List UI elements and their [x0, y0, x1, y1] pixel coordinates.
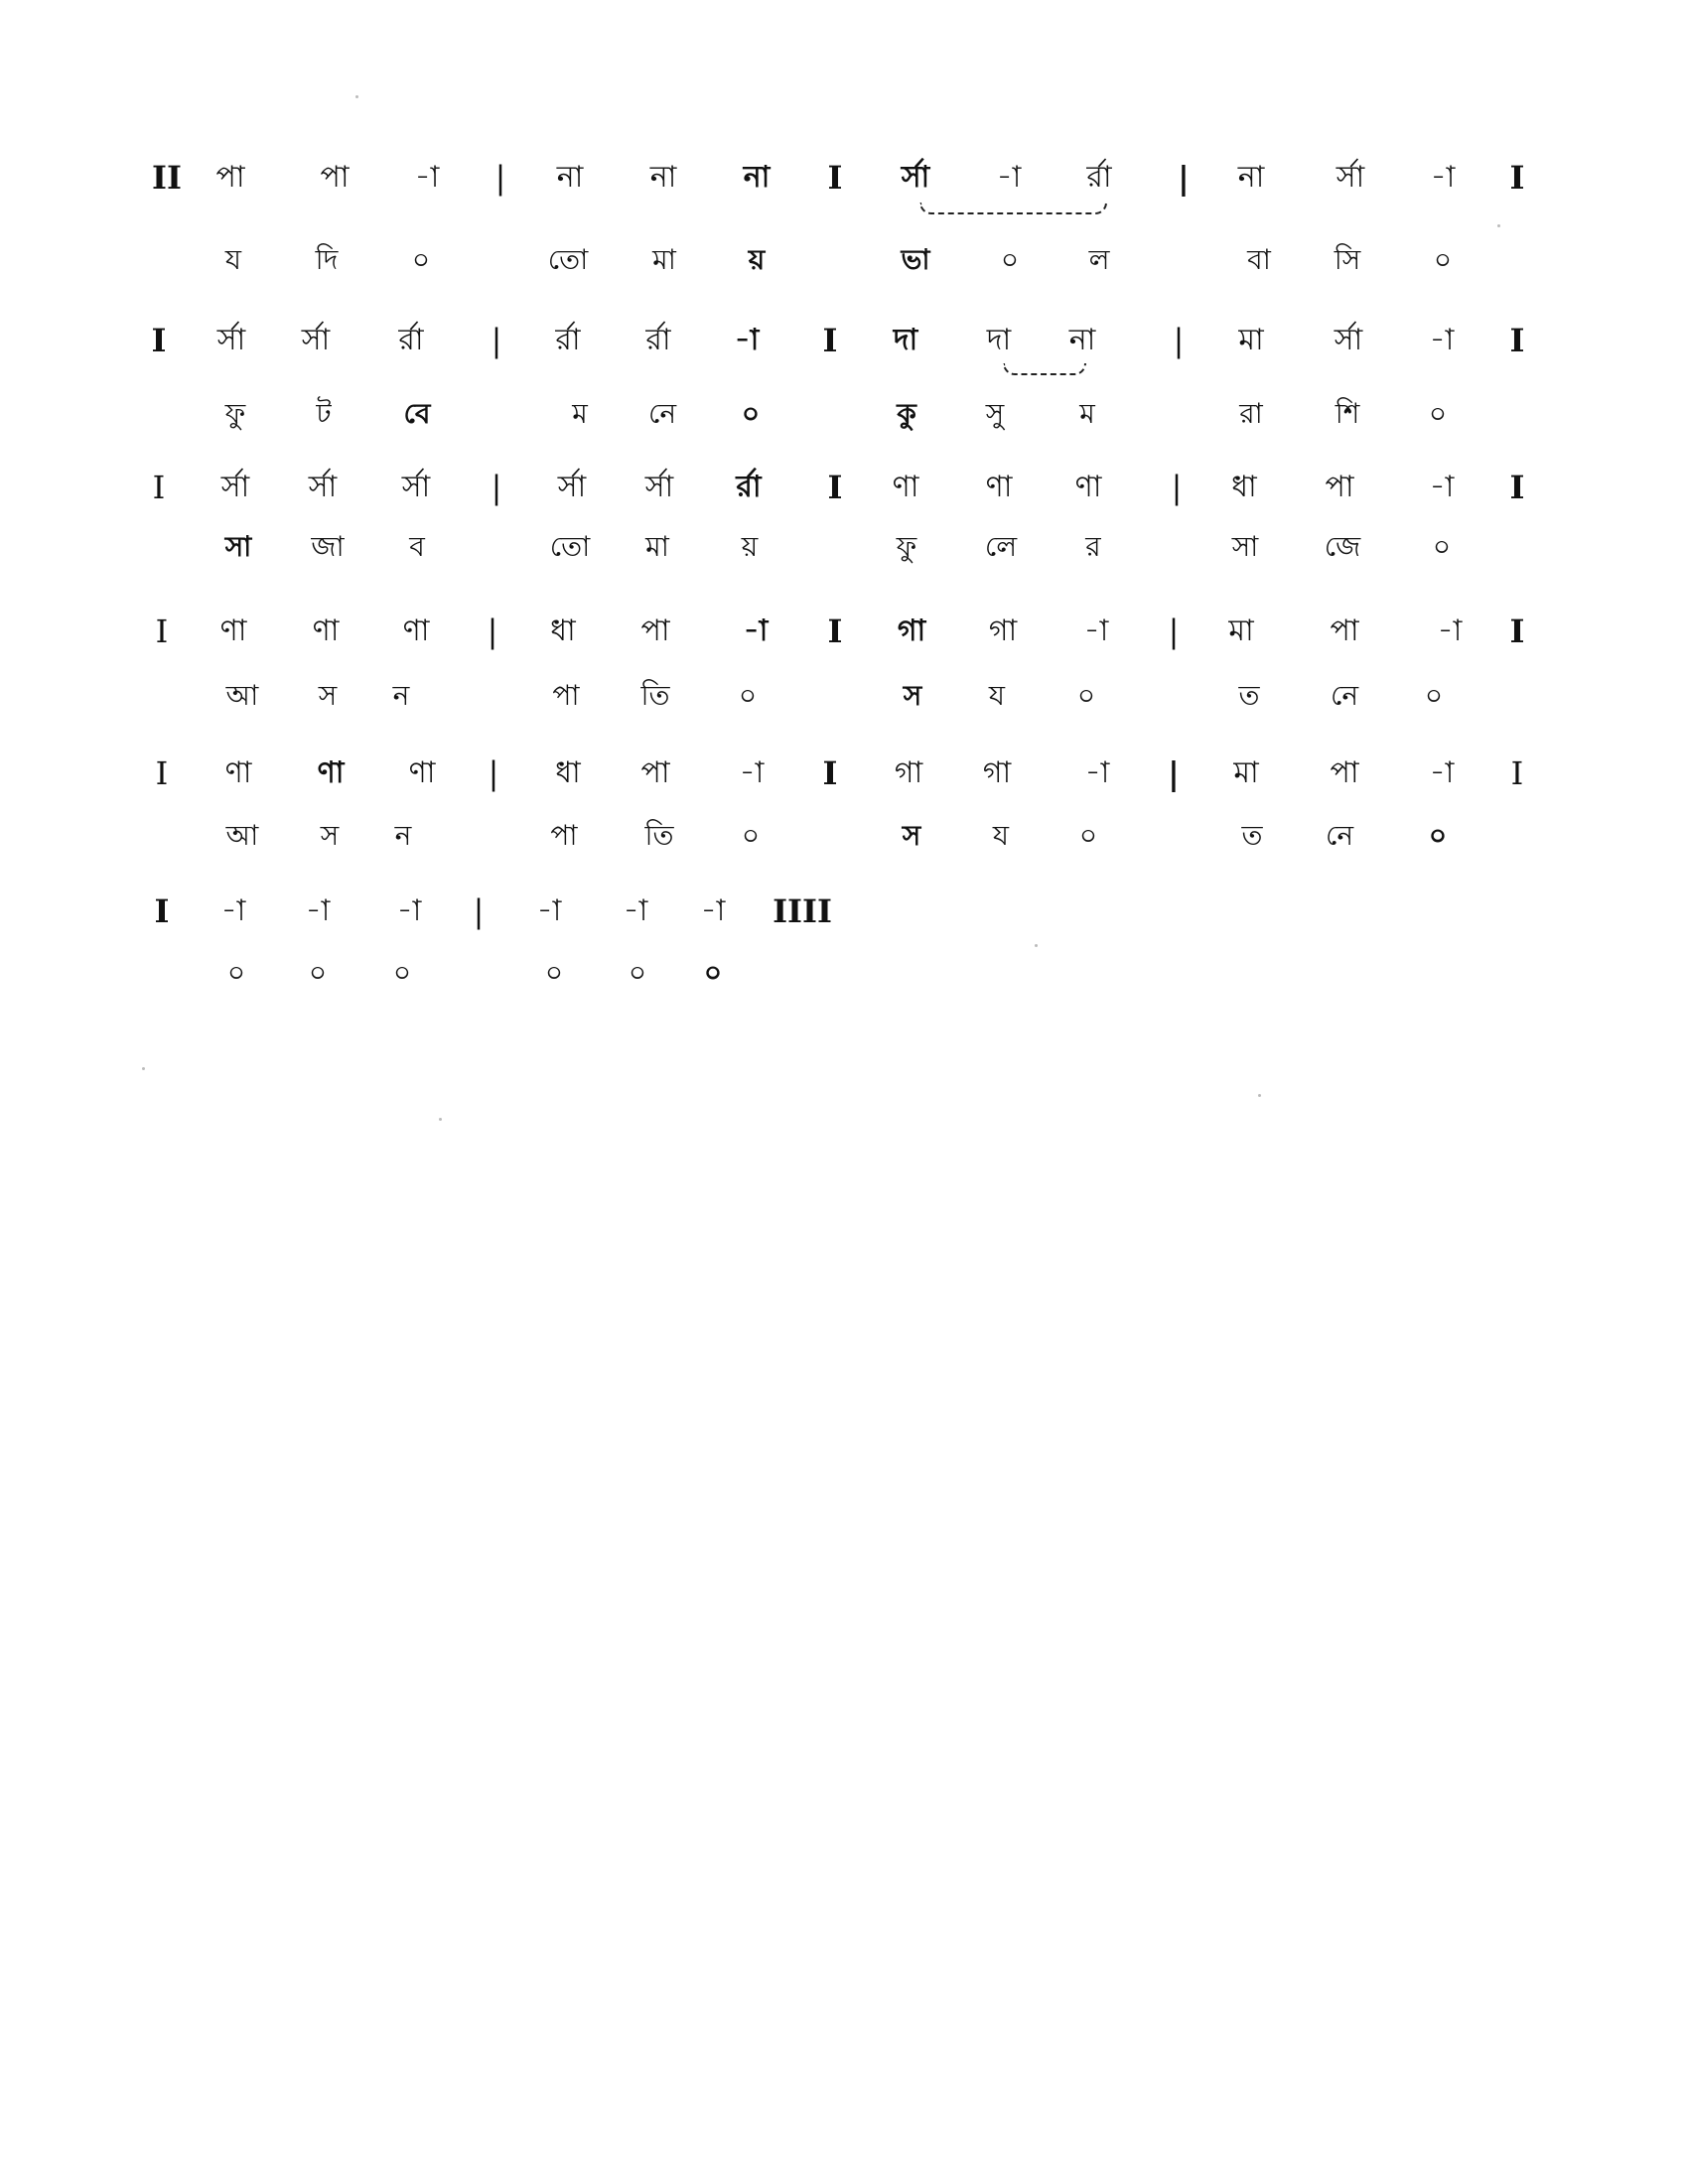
measure-bar: I	[152, 469, 166, 506]
lyric-syllable: ট	[316, 397, 332, 430]
note: র্রা	[645, 323, 671, 357]
lyric-syllable: পা	[552, 679, 580, 712]
note: র্রা	[736, 470, 762, 504]
note: র্সা	[901, 160, 930, 195]
lyric-syllable: তো	[547, 243, 589, 276]
lyric-syllable: স	[902, 819, 921, 852]
lyric-syllable: ০	[308, 956, 328, 989]
note: ণা	[317, 755, 345, 790]
lyric-syllable: য	[988, 679, 1006, 712]
lyric-syllable: ০	[1424, 679, 1444, 712]
lyric-syllable: ০	[544, 956, 564, 989]
lyric-row-6	[0, 948, 1688, 998]
measure-bar-end: I	[1509, 159, 1525, 197]
beat-divider: |	[1173, 322, 1185, 359]
note: পা	[320, 160, 350, 195]
lyric-syllable: তো	[549, 530, 591, 563]
notation-row-6	[0, 887, 1688, 936]
lyric-syllable: ত	[1241, 819, 1263, 852]
measure-bar-end: I	[1509, 322, 1525, 359]
note: গা	[982, 755, 1012, 790]
notation-row-4	[0, 607, 1688, 656]
lyric-syllable: জে	[1324, 530, 1361, 563]
lyric-syllable: ০	[1078, 819, 1098, 852]
lyric-syllable: ভা	[901, 243, 930, 276]
note: -া	[396, 893, 422, 928]
note: গা	[988, 614, 1018, 648]
lyric-syllable: স	[318, 679, 338, 712]
lyric-syllable: দি	[315, 243, 339, 276]
measure-bar-end: I	[1509, 613, 1525, 650]
measure-bar: I	[155, 613, 169, 650]
note: ধা	[1231, 470, 1257, 504]
note: পা	[640, 614, 670, 648]
lyric-syllable: র	[1085, 530, 1101, 563]
lyric-syllable: ম	[572, 397, 588, 430]
lyric-syllable: ফু	[224, 397, 246, 430]
note: র্রা	[555, 323, 581, 357]
notation-row-2	[0, 316, 1688, 365]
lyric-syllable: ০	[741, 819, 761, 852]
lyric-syllable: রা	[1239, 397, 1263, 430]
lyric-syllable: য	[224, 243, 242, 276]
scan-speck	[142, 1067, 145, 1070]
note: না	[556, 160, 584, 195]
lyric-row-3	[0, 522, 1688, 572]
note: ধা	[555, 755, 581, 790]
lyric-syllable: ০	[703, 956, 723, 989]
lyric-syllable: ত	[1238, 679, 1260, 712]
note: না	[743, 160, 771, 195]
note: -া	[1430, 160, 1456, 195]
beat-divider: |	[491, 469, 502, 506]
lyric-syllable: ফু	[896, 530, 917, 563]
slur-mark	[1003, 363, 1086, 375]
scan-speck	[1035, 944, 1038, 947]
measure-bar: I	[827, 159, 843, 197]
scan-speck	[1258, 1094, 1261, 1097]
notation-row-1	[0, 153, 1688, 203]
lyric-syllable: সা	[224, 530, 252, 563]
note: র্সা	[557, 470, 587, 504]
note: ণা	[408, 755, 436, 790]
lyric-syllable: আ	[225, 819, 259, 852]
lyric-syllable: ০	[741, 397, 761, 430]
lyric-syllable: য	[992, 819, 1010, 852]
lyric-syllable: পা	[550, 819, 578, 852]
lyric-syllable: তি	[640, 679, 670, 712]
beat-divider: |	[494, 159, 506, 197]
note: ধা	[550, 614, 576, 648]
note: -া	[1429, 323, 1455, 357]
lyric-syllable: নে	[647, 397, 677, 430]
note: পা	[215, 160, 245, 195]
note: ণা	[1074, 470, 1102, 504]
beat-divider: |	[487, 613, 498, 650]
beat-divider: |	[1178, 159, 1190, 197]
lyric-syllable: জা	[311, 530, 345, 563]
note: পা	[1330, 614, 1359, 648]
note: র্সা	[1336, 160, 1365, 195]
lyric-row-4	[0, 671, 1688, 721]
note: গা	[897, 614, 926, 648]
lyric-syllable: য়	[741, 530, 759, 563]
lyric-syllable: সা	[1231, 530, 1259, 563]
note: না	[1068, 323, 1096, 357]
note: -া	[734, 323, 760, 357]
lyric-syllable: কু	[897, 397, 916, 430]
note: -া	[1437, 614, 1463, 648]
measure-bar: I	[827, 613, 843, 650]
note: ণা	[402, 614, 430, 648]
lyric-syllable: য়	[748, 243, 766, 276]
note: -া	[743, 614, 769, 648]
note: র্রা	[1086, 160, 1112, 195]
lyric-syllable: ০	[392, 956, 412, 989]
note: -া	[700, 893, 726, 928]
note: র্রা	[398, 323, 424, 357]
note: মা	[1233, 755, 1259, 790]
lyric-syllable: সু	[985, 397, 1005, 430]
measure-bar-end: I	[1510, 754, 1524, 792]
lyric-syllable: ০	[1432, 530, 1452, 563]
note: র্সা	[216, 323, 246, 357]
lyric-row-1	[0, 235, 1688, 285]
lyric-syllable: ০	[1428, 819, 1448, 852]
lyric-syllable: ০	[226, 956, 246, 989]
beat-divider: |	[491, 322, 502, 359]
measure-bar-end: I	[1509, 469, 1525, 506]
lyric-row-5	[0, 811, 1688, 861]
beat-divider: |	[473, 892, 485, 930]
note: ণা	[312, 614, 340, 648]
lyric-syllable: ০	[628, 956, 647, 989]
lyric-syllable: ল	[1088, 243, 1110, 276]
lyric-syllable: ন	[392, 679, 410, 712]
note: না	[1237, 160, 1265, 195]
lyric-syllable: ০	[1433, 243, 1453, 276]
scan-speck	[355, 95, 358, 98]
note: না	[649, 160, 677, 195]
note: পা	[640, 755, 670, 790]
scan-speck	[439, 1118, 442, 1121]
lyric-syllable: ব	[409, 530, 425, 563]
measure-bar: I	[151, 322, 167, 359]
measure-bar: I	[822, 754, 838, 792]
note: মা	[1228, 614, 1254, 648]
lyric-syllable: নে	[1330, 679, 1359, 712]
note: দা	[893, 323, 918, 357]
note: -া	[305, 893, 331, 928]
lyric-syllable: বে	[403, 397, 431, 430]
lyric-syllable: স	[320, 819, 340, 852]
note: -া	[1084, 755, 1110, 790]
slur-mark	[919, 203, 1107, 214]
measure-bar: I	[154, 892, 170, 930]
lyric-syllable: ০	[1000, 243, 1020, 276]
beat-divider: |	[1168, 613, 1180, 650]
lyric-syllable: ০	[1076, 679, 1096, 712]
lyric-syllable: স	[903, 679, 922, 712]
beat-divider: |	[1168, 754, 1180, 792]
note: র্সা	[644, 470, 674, 504]
notation-row-5	[0, 749, 1688, 798]
note: গা	[894, 755, 923, 790]
note: -া	[1429, 470, 1455, 504]
lyric-syllable: শি	[1335, 397, 1360, 430]
lyric-syllable: মা	[645, 530, 669, 563]
lyric-syllable: ০	[411, 243, 431, 276]
note: -া	[414, 160, 440, 195]
lyric-syllable: আ	[225, 679, 259, 712]
lyric-syllable: ০	[1428, 397, 1448, 430]
lyric-syllable: ন	[394, 819, 412, 852]
scan-speck	[1497, 224, 1500, 227]
note: -া	[1429, 755, 1455, 790]
final-double-bar: IIII	[773, 892, 832, 930]
note: ণা	[219, 614, 247, 648]
note: পা	[1330, 755, 1359, 790]
lyric-syllable: নে	[1325, 819, 1354, 852]
note: র্সা	[1334, 323, 1363, 357]
note: ণা	[224, 755, 252, 790]
note: র্সা	[301, 323, 331, 357]
note: দা	[986, 323, 1012, 357]
lyric-syllable: সি	[1334, 243, 1361, 276]
lyric-row-2	[0, 389, 1688, 439]
note: -া	[536, 893, 562, 928]
beat-divider: |	[1171, 469, 1183, 506]
measure-bar: I	[822, 322, 838, 359]
lyric-syllable: মা	[652, 243, 676, 276]
note: মা	[1238, 323, 1264, 357]
lyric-syllable: তি	[644, 819, 674, 852]
note: -া	[1083, 614, 1109, 648]
double-bar-start: II	[152, 159, 182, 197]
measure-bar: I	[827, 469, 843, 506]
notation-row-3	[0, 463, 1688, 512]
note: -া	[739, 755, 765, 790]
lyric-syllable: ম	[1079, 397, 1095, 430]
note: -া	[996, 160, 1022, 195]
note: ণা	[892, 470, 919, 504]
lyric-syllable: লে	[984, 530, 1018, 563]
lyric-syllable: ০	[738, 679, 758, 712]
note: -া	[220, 893, 246, 928]
note: -া	[623, 893, 648, 928]
note: পা	[1325, 470, 1354, 504]
note: ণা	[985, 470, 1013, 504]
note: র্সা	[220, 470, 250, 504]
note: র্সা	[308, 470, 338, 504]
note: র্সা	[401, 470, 431, 504]
beat-divider: |	[488, 754, 499, 792]
lyric-syllable: বা	[1247, 243, 1271, 276]
measure-bar: I	[155, 754, 169, 792]
